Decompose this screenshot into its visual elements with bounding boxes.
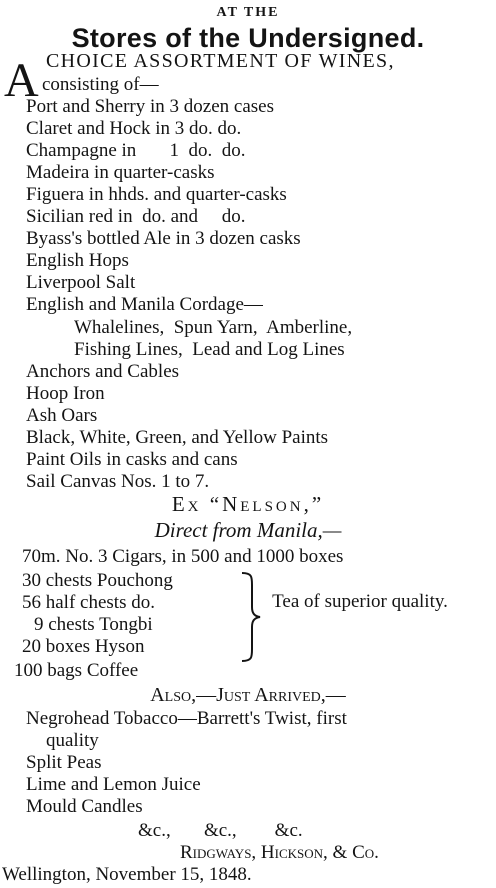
- opening-line-1: CHOICE ASSORTMENT OF WINES,: [46, 50, 395, 72]
- item-port-sherry: Port and Sherry in 3 dozen cases: [26, 96, 274, 117]
- also-arrived-heading: Also,—Just Arrived,—: [150, 684, 346, 706]
- ex-nelson-heading: Ex “Nelson,”: [171, 492, 325, 516]
- item-byass-ale: Byass's bottled Ale in 3 dozen casks: [26, 228, 301, 249]
- item-sicilian: Sicilian red in do. and do.: [26, 206, 246, 227]
- tea-note: Tea of superior quality.: [272, 591, 448, 612]
- tea-item-tongbi: 9 chests Tongbi: [34, 614, 153, 635]
- cordage-sub-1: Whalelines, Spun Yarn, Amberline,: [74, 317, 353, 338]
- item-candles: Mould Candles: [26, 796, 143, 817]
- heading-at-the: AT THE: [216, 5, 280, 20]
- opening-line-2: consisting of—: [42, 74, 159, 95]
- tea-item-half-chests: 56 half chests do.: [22, 592, 155, 613]
- direct-from-manila: Direct from Manila,—: [154, 518, 342, 542]
- item-claret-hock: Claret and Hock in 3 do. do.: [26, 118, 242, 139]
- cordage-sub-2: Fishing Lines, Lead and Log Lines: [74, 339, 345, 360]
- tea-item-hyson: 20 boxes Hyson: [22, 636, 145, 657]
- drop-cap: A: [4, 54, 39, 107]
- heading-title: Stores of the Undersigned.: [71, 23, 425, 53]
- item-split-peas: Split Peas: [26, 752, 102, 773]
- item-madeira: Madeira in quarter-casks: [26, 162, 215, 183]
- item-ash-oars: Ash Oars: [26, 405, 98, 426]
- tea-item-pouchong: 30 chests Pouchong: [22, 570, 173, 591]
- item-anchors: Anchors and Cables: [26, 361, 180, 382]
- item-lime-juice: Lime and Lemon Juice: [26, 774, 201, 795]
- item-cigars: 70m. No. 3 Cigars, in 500 and 1000 boxes: [22, 546, 344, 567]
- item-coffee: 100 bags Coffee: [14, 660, 139, 681]
- item-paints: Black, White, Green, and Yellow Paints: [26, 427, 329, 448]
- item-salt: Liverpool Salt: [26, 272, 136, 293]
- etc-line: &c., &c., &c.: [138, 820, 303, 841]
- dateline: Wellington, November 15, 1848.: [2, 864, 252, 885]
- item-cordage: English and Manila Cordage—: [26, 294, 263, 315]
- item-champagne: Champagne in 1 do. do.: [26, 140, 246, 161]
- signature: Ridgways, Hickson, & Co.: [180, 842, 379, 863]
- item-figuera: Figuera in hhds. and quarter-casks: [26, 184, 287, 205]
- item-negrohead-cont: quality: [46, 730, 99, 751]
- curly-brace-icon: [238, 571, 264, 663]
- item-hoop-iron: Hoop Iron: [26, 383, 105, 404]
- item-negrohead: Negrohead Tobacco—Barrett's Twist, first: [26, 708, 347, 729]
- item-paint-oils: Paint Oils in casks and cans: [26, 449, 238, 470]
- item-hops: English Hops: [26, 250, 129, 271]
- item-sail-canvas: Sail Canvas Nos. 1 to 7.: [26, 471, 210, 492]
